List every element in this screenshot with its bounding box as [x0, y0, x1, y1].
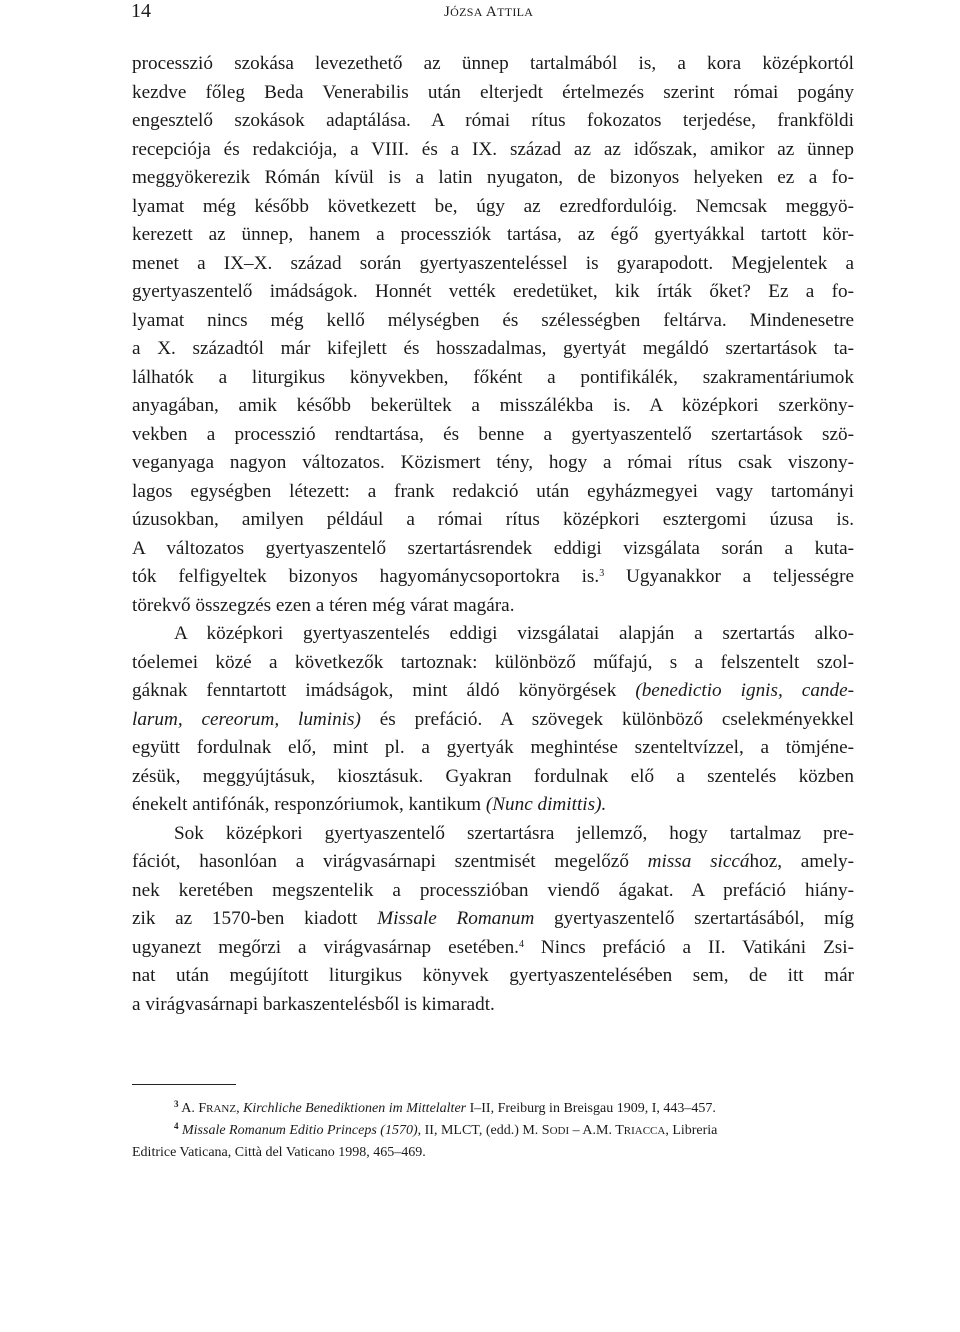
text-segment: Nincs prefáció a II. Vatikáni Zsi- — [523, 936, 854, 958]
text-line: recepciója és redakciója, a VIII. és a IX. század az az időszak, amikor az ünnep — [132, 138, 854, 160]
text-line: tóelemei közé a következők tartoznak: különböző műfajú, s a felszentelt szol- — [132, 651, 854, 673]
text-line — [132, 905, 854, 934]
footnote-author: RANZ — [206, 1103, 237, 1115]
text-line: vekben a processzió rendtartása, és benne a gyertyaszentelő szertartások szö- — [132, 423, 854, 445]
text-line — [132, 706, 854, 735]
footnote-divider — [132, 1084, 236, 1085]
footnote-text: , — [236, 1101, 244, 1116]
text-line — [132, 677, 854, 706]
text-segment: gáknak fenntartott imádságok, mint áldó könyörgések — [132, 680, 636, 701]
text-line: lyamat nincs még kellő mélységben és szélességben feltárva. Mindenesetre — [132, 309, 854, 331]
footnote-4-continued: Editrice Vaticana, Città del Vaticano 1998, 465–469. — [132, 1145, 426, 1160]
text-line: kerezett az ünnep, hanem a processziók tartása, az égő gyertyákkal tartott kör- — [132, 224, 854, 245]
text-line — [132, 934, 854, 963]
running-head-initial: J — [444, 4, 451, 20]
text-line: processzió szokása levezethető az ünnep tartalmából is, a kora középkortól — [132, 53, 854, 74]
text-line: Sok középkori gyertyaszentelő szertartásra jellemző, hogy tartalmaz pre- — [174, 822, 854, 844]
text-line: a X. századtól már kifejlett és hosszadalmas, gyertyát megáldó szertartások ta- — [132, 338, 854, 359]
text-line: zésük, meggyújtásuk, kiosztásuk. Gyakran fordulnak elő a szentelés közben — [132, 765, 854, 787]
italic-segment: (Nunc dimittis). — [485, 794, 607, 815]
italic-segment: (benedictio ignis, cande- — [635, 680, 855, 701]
footnote-ref-4[interactable]: 4 — [518, 938, 524, 950]
text-line: kezdve főleg Beda Venerabilis után elterjedt értelmezés szerint római pogány — [132, 81, 854, 103]
italic-segment: larum, cereorum, luminis) — [132, 708, 361, 730]
footnote-author: RIACCA — [623, 1125, 666, 1137]
text-segment: és prefáció. A szövegek különböző cselekményekkel — [360, 708, 854, 730]
text-line: nat után megújított liturgikus könyvek gyertyaszentelésében sem, de itt már — [132, 965, 854, 986]
footnote-title: Missale Romanum Editio Princeps (1570) — [182, 1123, 418, 1138]
text-line: törekvő összegzés ezen a téren még várat magára. — [132, 594, 515, 616]
text-line: gyertyaszentelő imádságok. Honnét vették eredetüket, kik írták őket? Ez a fo- — [132, 281, 854, 302]
text-line — [132, 563, 854, 592]
text-line: veganyaga nagyon változatos. Közismert tény, hogy a római rítus csak viszony- — [132, 452, 854, 473]
text-segment: zik az 1570-ben kiadott — [132, 908, 378, 929]
footnote-text: I–II, Freiburg in Breisgau 1909, I, 443–457. — [466, 1101, 716, 1116]
footnote-text: A. F — [178, 1101, 207, 1116]
footnote-author: ODI — [549, 1125, 570, 1137]
footnote-4 — [132, 1120, 854, 1142]
text-segment: tók felfigyeltek bizonyos hagyománycsoportokra is. — [132, 566, 600, 587]
text-line: lálhatók a liturgikus könyvekben, főként a pontifikálék, szakramentáriumok — [132, 366, 854, 388]
footnote-3 — [132, 1098, 854, 1120]
text-segment: gyertyaszentelő szertartásából, míg — [534, 908, 854, 929]
text-segment: fációt, hasonlóan a virágvasárnapi szentmisét megelőző — [132, 851, 648, 872]
text-line: A változatos gyertyaszentelő szertartásrendek eddigi vizsgálata során a kuta- — [132, 537, 854, 559]
body-text — [132, 50, 854, 1019]
text-segment: ugyanezt megőrzi a virágvasárnap esetében. — [132, 936, 519, 958]
footnote-text: – A.M. T — [569, 1123, 624, 1138]
running-head — [444, 3, 533, 21]
text-line: meggyökerezik Rómán kívül is a latin nyugaton, de bizonyos helyeken ez a fo- — [132, 167, 854, 188]
text-line: úzusokban, amilyen például a római rítus középkori esztergomi úzusa is. — [132, 509, 854, 530]
text-line: A középkori gyertyaszentelés eddigi vizsgálatai alapján a szertartás alko- — [174, 623, 854, 644]
footnote-title: Kirchliche Benediktionen im Mittelalter — [243, 1101, 467, 1116]
text-line: lyamat még később következett be, úgy az ezredfordulóig. Nemcsak meggyö- — [132, 195, 854, 217]
text-line: menet a IX–X. század során gyertyaszenteléssel is gyarapodott. Megjelentek a — [132, 252, 854, 274]
text-line: engesztelő szokások adaptálása. A római rítus fokozatos terjedése, frankföldi — [132, 110, 854, 131]
text-line: nek keretében megszentelik a processzióban viendő ágakat. A prefáció hiány- — [132, 879, 854, 901]
text-segment: Ugyanakkor a teljességre — [604, 566, 854, 587]
text-segment: énekelt antifónák, responzóriumok, kantikum — [132, 794, 486, 815]
footnote-text: , II, MLCT, (edd.) M. S — [417, 1123, 550, 1138]
page-number: 14 — [131, 0, 151, 22]
footnote-ref-3[interactable]: 3 — [599, 568, 605, 579]
text-segment: hoz, amely- — [749, 851, 855, 872]
running-head-rest-2: TTILA — [497, 5, 534, 19]
text-line: együtt fordulnak elő, mint pl. a gyertyák meghintése szenteltvízzel, a tömjéne- — [132, 737, 854, 758]
text-line — [132, 848, 854, 877]
footnote-text: , Libreria — [665, 1123, 718, 1138]
italic-segment: Missale Romanum — [377, 908, 535, 929]
footnote-mark: 3 — [174, 1099, 179, 1109]
text-line: anyagában, amik később bekerültek a misszálékba is. A középkori szerköny- — [132, 395, 854, 416]
text-line: a virágvasárnapi barkaszentelésből is kimaradt. — [132, 993, 495, 1015]
running-head-initial-2: A — [485, 4, 498, 20]
text-line: lagos egységben létezett: a frank redakció után egyházmegyei vagy tartományi — [132, 480, 854, 502]
italic-segment: missa siccá — [647, 851, 750, 872]
text-line — [132, 791, 854, 820]
running-head-rest: ÓZSA — [450, 5, 483, 19]
footnotes — [132, 1098, 854, 1163]
footnote-mark: 4 — [174, 1121, 179, 1131]
